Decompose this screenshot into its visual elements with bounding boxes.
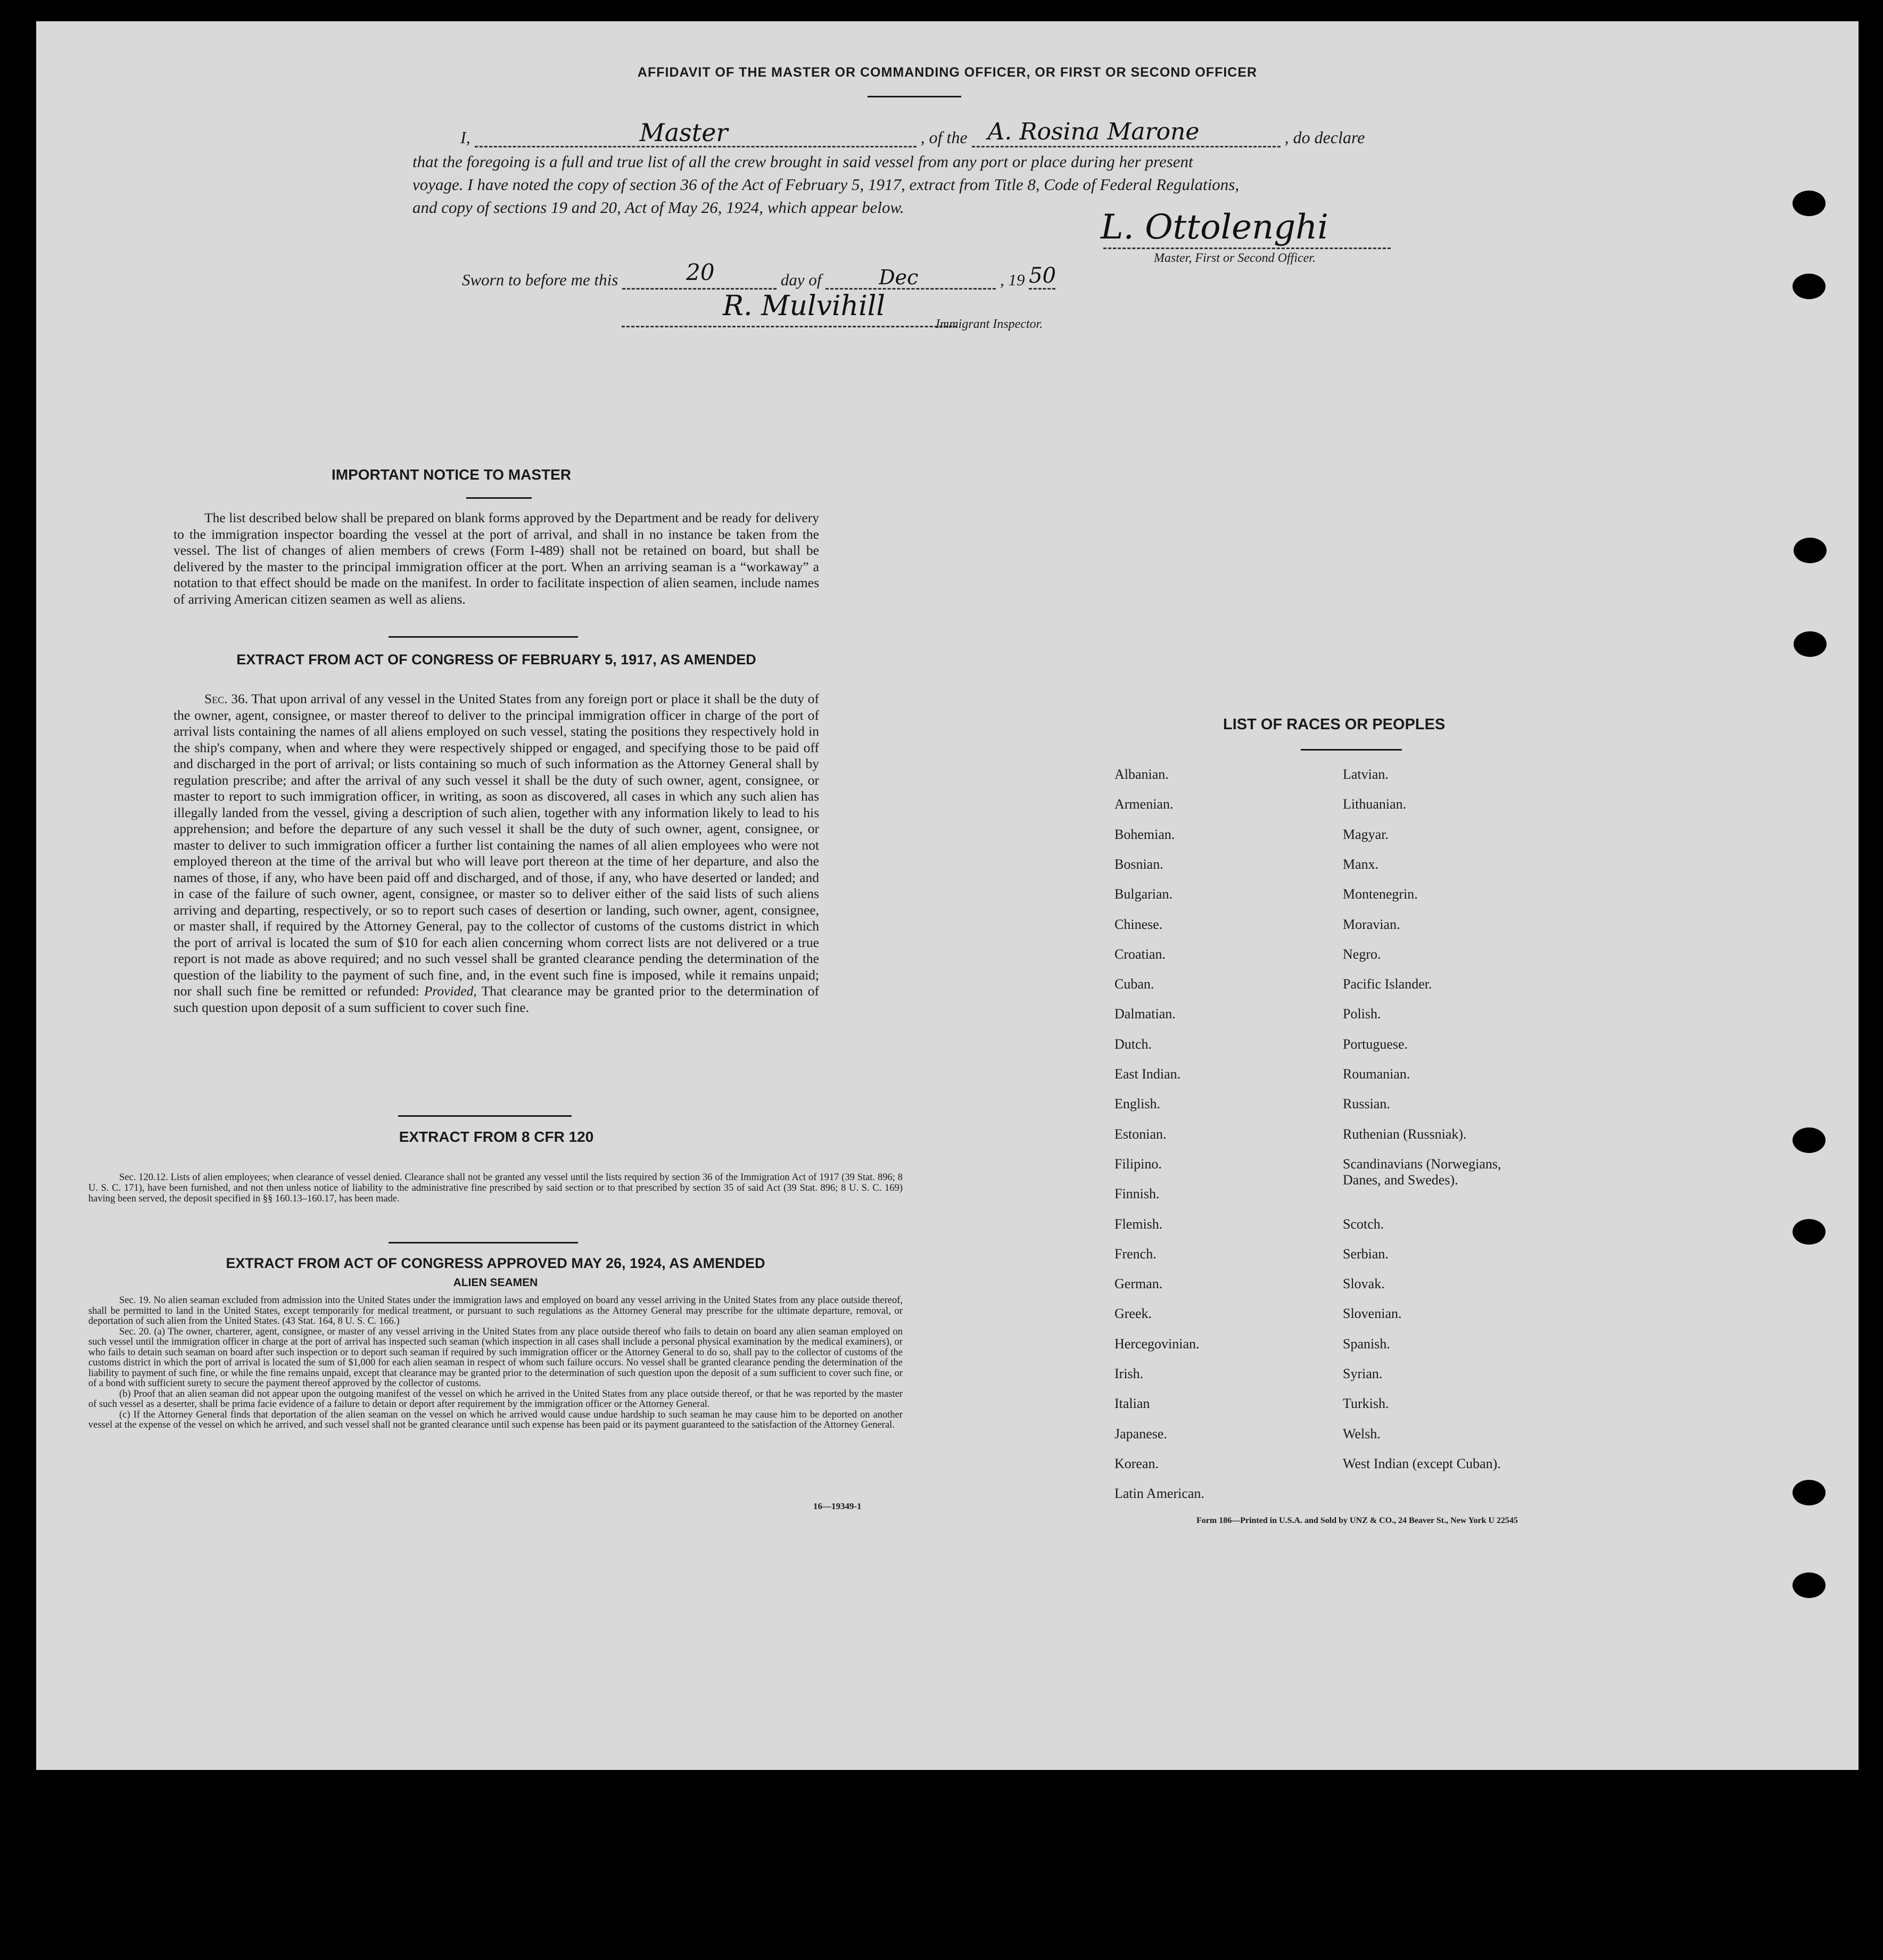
- i-label: I,: [460, 128, 470, 147]
- binder-hole: [1794, 631, 1827, 657]
- race-item: Montenegrin.: [1343, 886, 1418, 902]
- document-page: [36, 21, 1859, 1770]
- race-item: Irish.: [1114, 1366, 1144, 1381]
- inspector-line: [622, 326, 957, 327]
- race-item: West Indian (except Cuban).: [1343, 1455, 1501, 1471]
- race-item: Chinese.: [1114, 916, 1163, 932]
- race-item: Dalmatian.: [1114, 1006, 1176, 1022]
- race-item: Slovak.: [1343, 1276, 1385, 1292]
- cfr-body: Sec. 120.12. Lists of alien employees; when clearance of vessel denied. Clearance shall not be granted any vessel until the lists required by section 36 of the Immigration Act of 1917 (39 Stat. 896; 8 U. S. C. 171), have been furnished, and not then unless notice of liability to the administrative fine prescribed by said section or to that prescribed by section 35 of said Act (39 Stat. 896; 8 U. S. C. 169) having been served, the deposit specified in §§ 160.13–160.17, has been made.: [88, 1172, 903, 1204]
- day-handwritten: 20: [686, 259, 715, 285]
- binder-hole: [1794, 538, 1827, 563]
- vessel-handwritten: A. Rosina Marone: [987, 118, 1200, 145]
- cfr-title: EXTRACT FROM 8 CFR 120: [399, 1129, 594, 1145]
- race-item: Syrian.: [1343, 1366, 1383, 1381]
- races-title: LIST OF RACES OR PEOPLES: [1223, 716, 1446, 733]
- extract-1924-body: [88, 1296, 903, 1431]
- race-item: Spanish.: [1343, 1336, 1390, 1352]
- sworn-label: Sworn to before me this: [462, 270, 618, 289]
- binder-hole: [1793, 1572, 1826, 1598]
- vessel-field: [972, 118, 1281, 147]
- race-item: Greek.: [1114, 1306, 1152, 1322]
- race-item: Ruthenian (Russniak).: [1343, 1126, 1467, 1142]
- name-field: [475, 118, 916, 147]
- race-item: Korean.: [1114, 1455, 1159, 1471]
- races-rule: [1301, 749, 1402, 751]
- master-signature: L. Ottolenghi: [1101, 208, 1328, 247]
- extract-1924-subtitle: ALIEN SEAMEN: [453, 1277, 538, 1289]
- form-footer-note: Form 186—Printed in U.S.A. and Sold by UNZ & CO., 24 Beaver St., New York U 22545: [1196, 1516, 1518, 1525]
- race-item: Lithuanian.: [1343, 796, 1407, 812]
- title-rule: [868, 96, 961, 97]
- race-item: Latin American.: [1114, 1486, 1204, 1502]
- race-item: Bosnian.: [1114, 856, 1163, 872]
- race-item: Danes, and Swedes).: [1343, 1172, 1458, 1188]
- race-item: Cuban.: [1114, 976, 1154, 992]
- inspector-signature: R. Mulvihill: [723, 290, 885, 322]
- race-item: Croatian.: [1114, 946, 1166, 962]
- section-divider-1: [389, 636, 578, 638]
- notice-title: IMPORTANT NOTICE TO MASTER: [332, 466, 572, 483]
- provided-label: Provided,: [424, 983, 477, 999]
- race-item: Bulgarian.: [1114, 886, 1173, 902]
- race-item: Japanese.: [1114, 1426, 1167, 1442]
- race-item: Bohemian.: [1114, 826, 1175, 842]
- race-item: Negro.: [1343, 946, 1381, 962]
- name-handwritten: Master: [639, 118, 728, 147]
- race-item: Flemish.: [1114, 1216, 1163, 1232]
- race-item: Magyar.: [1343, 826, 1389, 842]
- race-item: Welsh.: [1343, 1426, 1381, 1442]
- extract-1924-title: EXTRACT FROM ACT OF CONGRESS APPROVED MAY 26, 1924, AS AMENDED: [226, 1255, 765, 1271]
- affidavit-body-line1: that the foregoing is a full and true list of all the crew brought in said vessel from any port or place during her present: [412, 152, 1193, 171]
- race-item: Roumanian.: [1343, 1066, 1410, 1082]
- notice-body: The list described below shall be prepared on blank forms approved by the Department and be ready for delivery to the immigration inspector boarding the vessel at the port of arrival, and shall in no instance be taken from the vessel. The list of changes of alien members of crews (Form I-489) shall not be retained on board, but shall be delivered by the master to the principal immigration officer at the port. When an arriving seaman is a “workaway” a notation to that effect should be made on the manifest. In order to facilitate inspection of alien seamen, include names of arriving American citizen seamen as well as aliens.: [174, 510, 819, 607]
- race-item: Dutch.: [1114, 1036, 1152, 1052]
- affidavit-declare-line: [460, 118, 1365, 147]
- affidavit-title: AFFIDAVIT OF THE MASTER OR COMMANDING OFFICER, OR FIRST OR SECOND OFFICER: [637, 65, 1258, 80]
- month-field: [825, 266, 996, 290]
- declare-label: , do declare: [1284, 128, 1365, 147]
- race-item: Pacific Islander.: [1343, 976, 1432, 992]
- section-divider-2: [398, 1115, 572, 1117]
- sec20a-text: Sec. 20. (a) The owner, charterer, agent, consignee, or master of any vessel arriving in the United States from any place outside thereof who fails to detain on board any alien seaman employed on such vessel until the immigration officer in charge at the port of arrival has inspected such seaman (which inspection in all cases shall include a personal physical examination by the medical examiners), or who fails to detain such seaman on board after such inspection or to deport such seaman if required by such immigration officer or the Attorney General to do so, shall pay to the collector of customs of the customs district in which the port of arrival is located the sum of $1,000 for each alien seaman in respect of whom such failure occurs. No vessel shall be granted clearance pending the determination of the liability to payment of such fine, or while the fine remains unpaid, except that clearance may be granted prior to the determination of such question upon the deposit of a sum sufficient to cover such fine, or of a bond with sufficient surety to secure the payment thereof approved by the collector of customs.: [88, 1326, 903, 1389]
- affidavit-body-line2: voyage. I have noted the copy of section 36 of the Act of February 5, 1917, extract from Title 8, Code of Federal Regulations,: [412, 175, 1240, 194]
- race-item: Scotch.: [1343, 1216, 1384, 1232]
- race-item: Turkish.: [1343, 1396, 1389, 1412]
- notice-rule: [466, 497, 532, 499]
- race-item: Moravian.: [1343, 916, 1400, 932]
- day-field: [622, 259, 777, 290]
- race-item: Slovenian.: [1343, 1306, 1402, 1322]
- binder-hole: [1793, 1480, 1826, 1505]
- extract-1917-title: EXTRACT FROM ACT OF CONGRESS OF FEBRUARY 5, 1917, AS AMENDED: [236, 652, 756, 668]
- sec20b-text: (b) Proof that an alien seaman did not appear upon the outgoing manifest of the vessel on which he arrived in the United States from any place outside thereof, or that he was reported by the master of such vessel as a deserter, shall be prima facie evidence of a failure to detain or deport after requirement by the immigration officer or the Attorney General.: [88, 1388, 903, 1410]
- day-of-label: day of: [780, 270, 822, 289]
- race-item: Filipino.: [1114, 1156, 1162, 1172]
- race-item: Russian.: [1343, 1096, 1390, 1112]
- signature-line: [1103, 248, 1391, 249]
- race-item: French.: [1114, 1246, 1157, 1262]
- race-item: Armenian.: [1114, 796, 1174, 812]
- sec36-label: Sec. 36.: [204, 691, 249, 706]
- race-item: East Indian.: [1114, 1066, 1181, 1082]
- race-item: Manx.: [1343, 856, 1379, 872]
- sec36-text: That upon arrival of any vessel in the United States from any foreign port or place it shall be the duty of the owner, agent, consignee, or master thereof to deliver to the principal immigration officer in charge of the port of arrival lists containing the names of all aliens employed on such vessel, stating the positions they respectively hold in the ship's company, when and where they were respectively shipped or engaged, and specifying those to be paid off and discharged in the port of arrival; or lists containing so much of such information as the Attorney General shall by regulation prescribe; and after the arrival of any such vessel it shall be the duty of such owner, agent, consignee, or master to report to such immigration officer, in writing, as soon as discovered, all cases in which any such alien has illegally landed from the vessel, giving a description of such alien, together with any information likely to lead to his apprehension; and before the departure of any such vessel it shall be the duty of such owner, agent, consignee, or master to deliver to such immigration officer a further list containing the names of all alien employees who were not employed thereon at the time of the arrival but who will leave port thereon at the time of her departure, and also the names of those, if any, who have been paid off and discharged, and of those, if any, who have deserted or landed; and in case of the failure of such owner, agent, consignee, or master so to deliver either of the said lists of such aliens arriving and departing, respectively, or so to report such cases of desertion or landing, such owner, agent, consignee, or master shall, if required by the Attorney General, pay to the collector of customs of the customs district in which the port of arrival is located the sum of $10 for each alien concerning whom correct lists are not delivered or a true report is not made as above required; and no such vessel shall be granted clearance pending the determination of the question of the liability to the payment of such fine, and, in the event such fine is imposed, while it remains unpaid; nor shall such fine be remitted or refunded:: [174, 691, 819, 999]
- form-code: 16—19349-1: [813, 1501, 862, 1511]
- inspector-caption: Immigrant Inspector.: [936, 317, 1043, 331]
- race-item: Italian: [1114, 1396, 1150, 1412]
- race-item: German.: [1114, 1276, 1163, 1292]
- year-handwritten: 50: [1029, 263, 1056, 288]
- race-item: Scandinavians (Norwegians,: [1343, 1156, 1501, 1172]
- race-item: Serbian.: [1343, 1246, 1389, 1262]
- sec20c-text: (c) If the Attorney General finds that deportation of the alien seaman on the vessel on which he arrived would cause undue hardship to such seaman he may cause him to be deported on another vessel at the expense of the vessel on which he arrived, and such vessel shall not be granted clearance until such expense has been paid or its payment guaranteed to the satisfaction of the Attorney General.: [88, 1409, 903, 1430]
- extract-1917-body: [174, 691, 819, 1016]
- binder-hole: [1793, 1127, 1826, 1153]
- race-item: Albanian.: [1114, 767, 1169, 782]
- sworn-line: [462, 259, 1056, 290]
- binder-hole: [1793, 274, 1826, 299]
- sec19-text: Sec. 19. No alien seaman excluded from admission into the United States under the immigration laws and employed on board any vessel arriving in the United States from any place outside thereof, shall be permitted to land in the United States, except temporarily for medical treatment, or pursuant to such regulations as the Attorney General may prescribe for the ultimate departure, removal, or deportation of such alien from the United States. (43 Stat. 164, 8 U. S. C. 166.): [88, 1295, 903, 1327]
- signature-caption: Master, First or Second Officer.: [1154, 251, 1316, 265]
- affidavit-body-line3: and copy of sections 19 and 20, Act of May 26, 1924, which appear below.: [412, 198, 904, 217]
- year-field: [1029, 263, 1056, 290]
- binder-hole: [1793, 191, 1826, 216]
- race-item: Polish.: [1343, 1006, 1381, 1022]
- race-item: Portuguese.: [1343, 1036, 1408, 1052]
- race-item: Hercegovinian.: [1114, 1336, 1200, 1352]
- binder-hole: [1793, 1219, 1826, 1245]
- year-prefix: , 19: [1000, 270, 1025, 289]
- race-item: Finnish.: [1114, 1186, 1160, 1202]
- sec36-text-end: That clearance may be granted prior to the determination of such question upon deposit of a sum sufficient to cover such fine.: [174, 983, 819, 1015]
- race-item: Latvian.: [1343, 767, 1389, 782]
- of-the-label: , of the: [920, 128, 968, 147]
- race-item: English.: [1114, 1096, 1160, 1112]
- race-item: Estonian.: [1114, 1126, 1167, 1142]
- section-divider-3: [389, 1242, 578, 1243]
- month-handwritten: Dec: [879, 266, 919, 289]
